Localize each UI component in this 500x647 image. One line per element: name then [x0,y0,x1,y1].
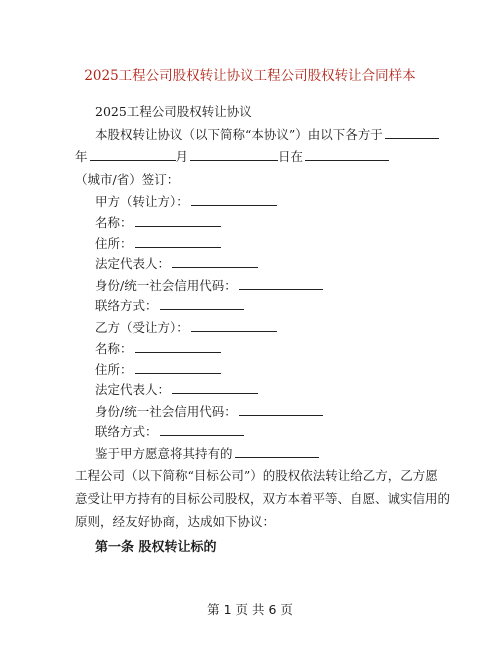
party-a-contact-label: 联络方式： [95,298,158,313]
party-b-id-label: 身份/统一社会信用代码： [95,404,237,419]
party-b-id-blank [239,404,323,416]
article-1-heading: 第一条 股权转让标的 [95,540,217,555]
month-label: 月 [175,149,189,164]
party-b-rep-label: 法定代表人： [95,382,171,397]
party-a-id-blank [239,278,323,290]
year-month-blank [90,149,176,161]
party-b-address-label: 住所： [95,362,133,377]
intro-text: 本股权转让协议（以下简称“本协议”）由以下各方于 [95,127,383,142]
whereas-line [95,446,319,462]
party-b-name-label: 名称： [95,341,133,356]
party-b-contact-label: 联络方式： [95,424,158,439]
party-a-rep-label: 法定代表人： [95,256,171,271]
party-a-name-blank [135,215,221,227]
paragraph-line-1: 工程公司（以下简称“目标公司”）的股权依法转让给乙方，乙方愿 [75,468,438,483]
party-b-address-line [95,362,221,378]
place-line: （城市/省）签订： [75,172,180,187]
paragraph-line-2: 意受让甲方持有的目标公司股权，双方本着平等、自愿、诚实信用的 [75,491,451,506]
party-b-contact-line [95,424,244,440]
whereas-text: 鉴于甲方愿意将其持有的 [95,446,233,461]
party-b-name-blank [135,341,221,353]
party-b-label-line [95,320,277,336]
party-a-address-blank [135,236,221,248]
date-line [75,149,389,165]
party-b-contact-blank [160,424,244,436]
paragraph-line-3: 原则，经友好协商，达成如下协议： [75,514,276,529]
party-a-rep-blank [172,256,258,268]
party-a-address-line [95,236,221,252]
party-b-name-line [95,341,221,357]
party-a-id-label: 身份/统一社会信用代码： [95,278,237,293]
document-title: 2025工程公司股权转让协议工程公司股权转让合同样本 [84,68,416,84]
party-a-rep-line [95,256,258,272]
party-b-rep-blank [172,382,258,394]
party-b-blank [191,320,277,332]
party-b-rep-line [95,382,258,398]
whereas-blank [235,446,319,458]
party-a-contact-line [95,298,244,314]
party-b-id-line [95,404,323,420]
party-b-address-blank [135,362,221,374]
party-a-blank [191,194,277,206]
place-blank [305,149,389,161]
year-label: 年 [75,149,88,164]
page-footer: 第 1 页 共 6 页 [207,602,293,617]
party-a-name-label: 名称： [95,215,133,230]
month-day-blank [190,149,278,161]
party-a-id-line [95,278,323,294]
party-a-label: 甲方（转让方）： [95,194,189,209]
party-a-contact-blank [160,298,244,310]
party-a-name-line [95,215,221,231]
party-b-label: 乙方（受让方）： [95,320,189,335]
day-label: 日在 [278,149,304,164]
party-a-address-label: 住所： [95,236,133,251]
party-a-label-line [95,194,277,210]
agreement-subtitle: 2025工程公司股权转让协议 [95,104,252,119]
intro-line-1 [95,127,439,143]
date-blank-lead [385,127,439,139]
